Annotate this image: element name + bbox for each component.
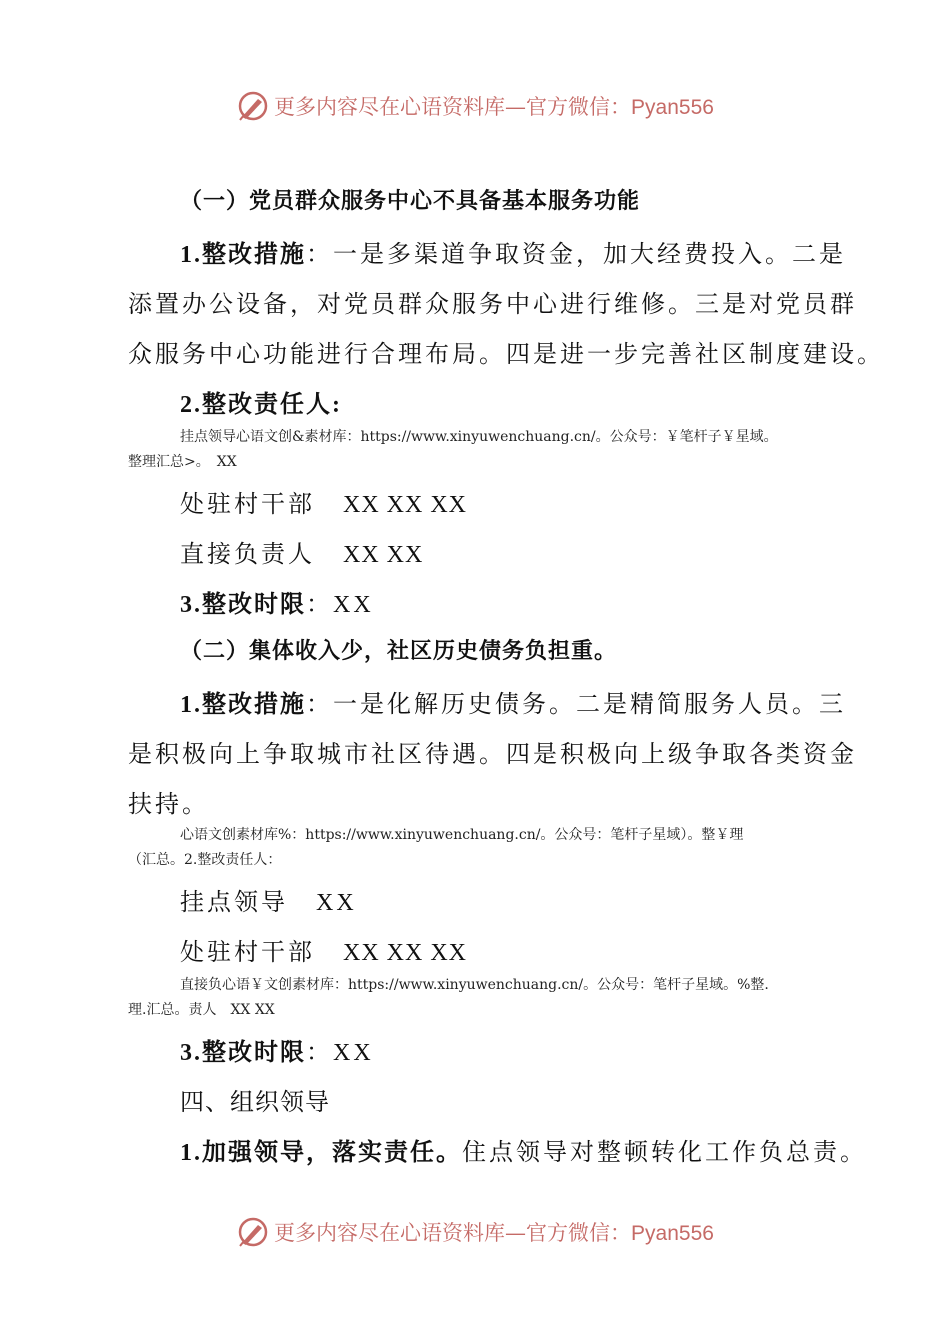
- footer-watermark: [0, 1212, 950, 1252]
- watermark-text: 更多内容尽在心语资料库—官方微信：Pyan556: [274, 1221, 714, 1245]
- section-title-4: 四、组织领导: [180, 1088, 330, 1116]
- watermark-note: 心语文创素材库%：https://www.xinyuwenchuang.cn/。公众号：笔杆子星域）。整￥理: [180, 827, 744, 843]
- paragraph-line: 添置办公设备，对党员群众服务中心进行维修。三是对党员群: [128, 290, 857, 318]
- watermark-note: 直接负心语￥文创素材库：https://www.xinyuwenchuang.cn/。公众号：笔杆子星域。%整.: [180, 977, 769, 993]
- deadline-line: 3.整改时限：XX: [180, 592, 374, 618]
- header-watermark: [0, 86, 950, 126]
- paragraph-line: 处驻村干部 XX XX XX: [180, 938, 467, 966]
- paragraph-line: 挂点领导 XX: [180, 888, 357, 916]
- paragraph-line: 1.整改措施：一是化解历史债务。二是精简服务人员。三: [180, 690, 846, 718]
- watermark-note: 理.汇总。责人 XX XX: [128, 1002, 275, 1018]
- watermark-note: （汇总。2.整改责任人：: [128, 852, 282, 868]
- pen-logo-icon: [236, 1215, 270, 1249]
- deadline-line: 3.整改时限：XX: [180, 1040, 374, 1066]
- watermark-note: 挂点领导心语文创&素材库：https://www.xinyuwenchuang.cn/。公众号：￥笔杆子￥星域。: [180, 429, 778, 445]
- watermark-text: 更多内容尽在心语资料库—官方微信：Pyan556: [274, 95, 714, 119]
- paragraph-line: 是积极向上争取城市社区待遇。四是积极向上级争取各类资金: [128, 740, 857, 768]
- watermark-note: 整理汇总>。 XX: [128, 454, 237, 470]
- paragraph-line: 处驻村干部 XX XX XX: [180, 490, 467, 518]
- paragraph-line: 1.加强领导，落实责任。住点领导对整顿转化工作负总责。: [180, 1138, 867, 1166]
- section-title-2: （二）集体收入少，社区历史债务负担重。: [180, 638, 618, 664]
- responsible-label: 2.整改责任人:: [180, 392, 342, 418]
- paragraph-line: 直接负责人 XX XX: [180, 540, 424, 568]
- paragraph-line: 扶持。: [128, 790, 209, 818]
- section-title-1: （一）党员群众服务中心不具备基本服务功能: [180, 188, 641, 214]
- paragraph-line: 众服务中心功能进行合理布局。四是进一步完善社区制度建设。: [128, 340, 884, 368]
- paragraph-line: 1.整改措施：一是多渠道争取资金，加大经费投入。二是: [180, 240, 846, 268]
- pen-logo-icon: [236, 89, 270, 123]
